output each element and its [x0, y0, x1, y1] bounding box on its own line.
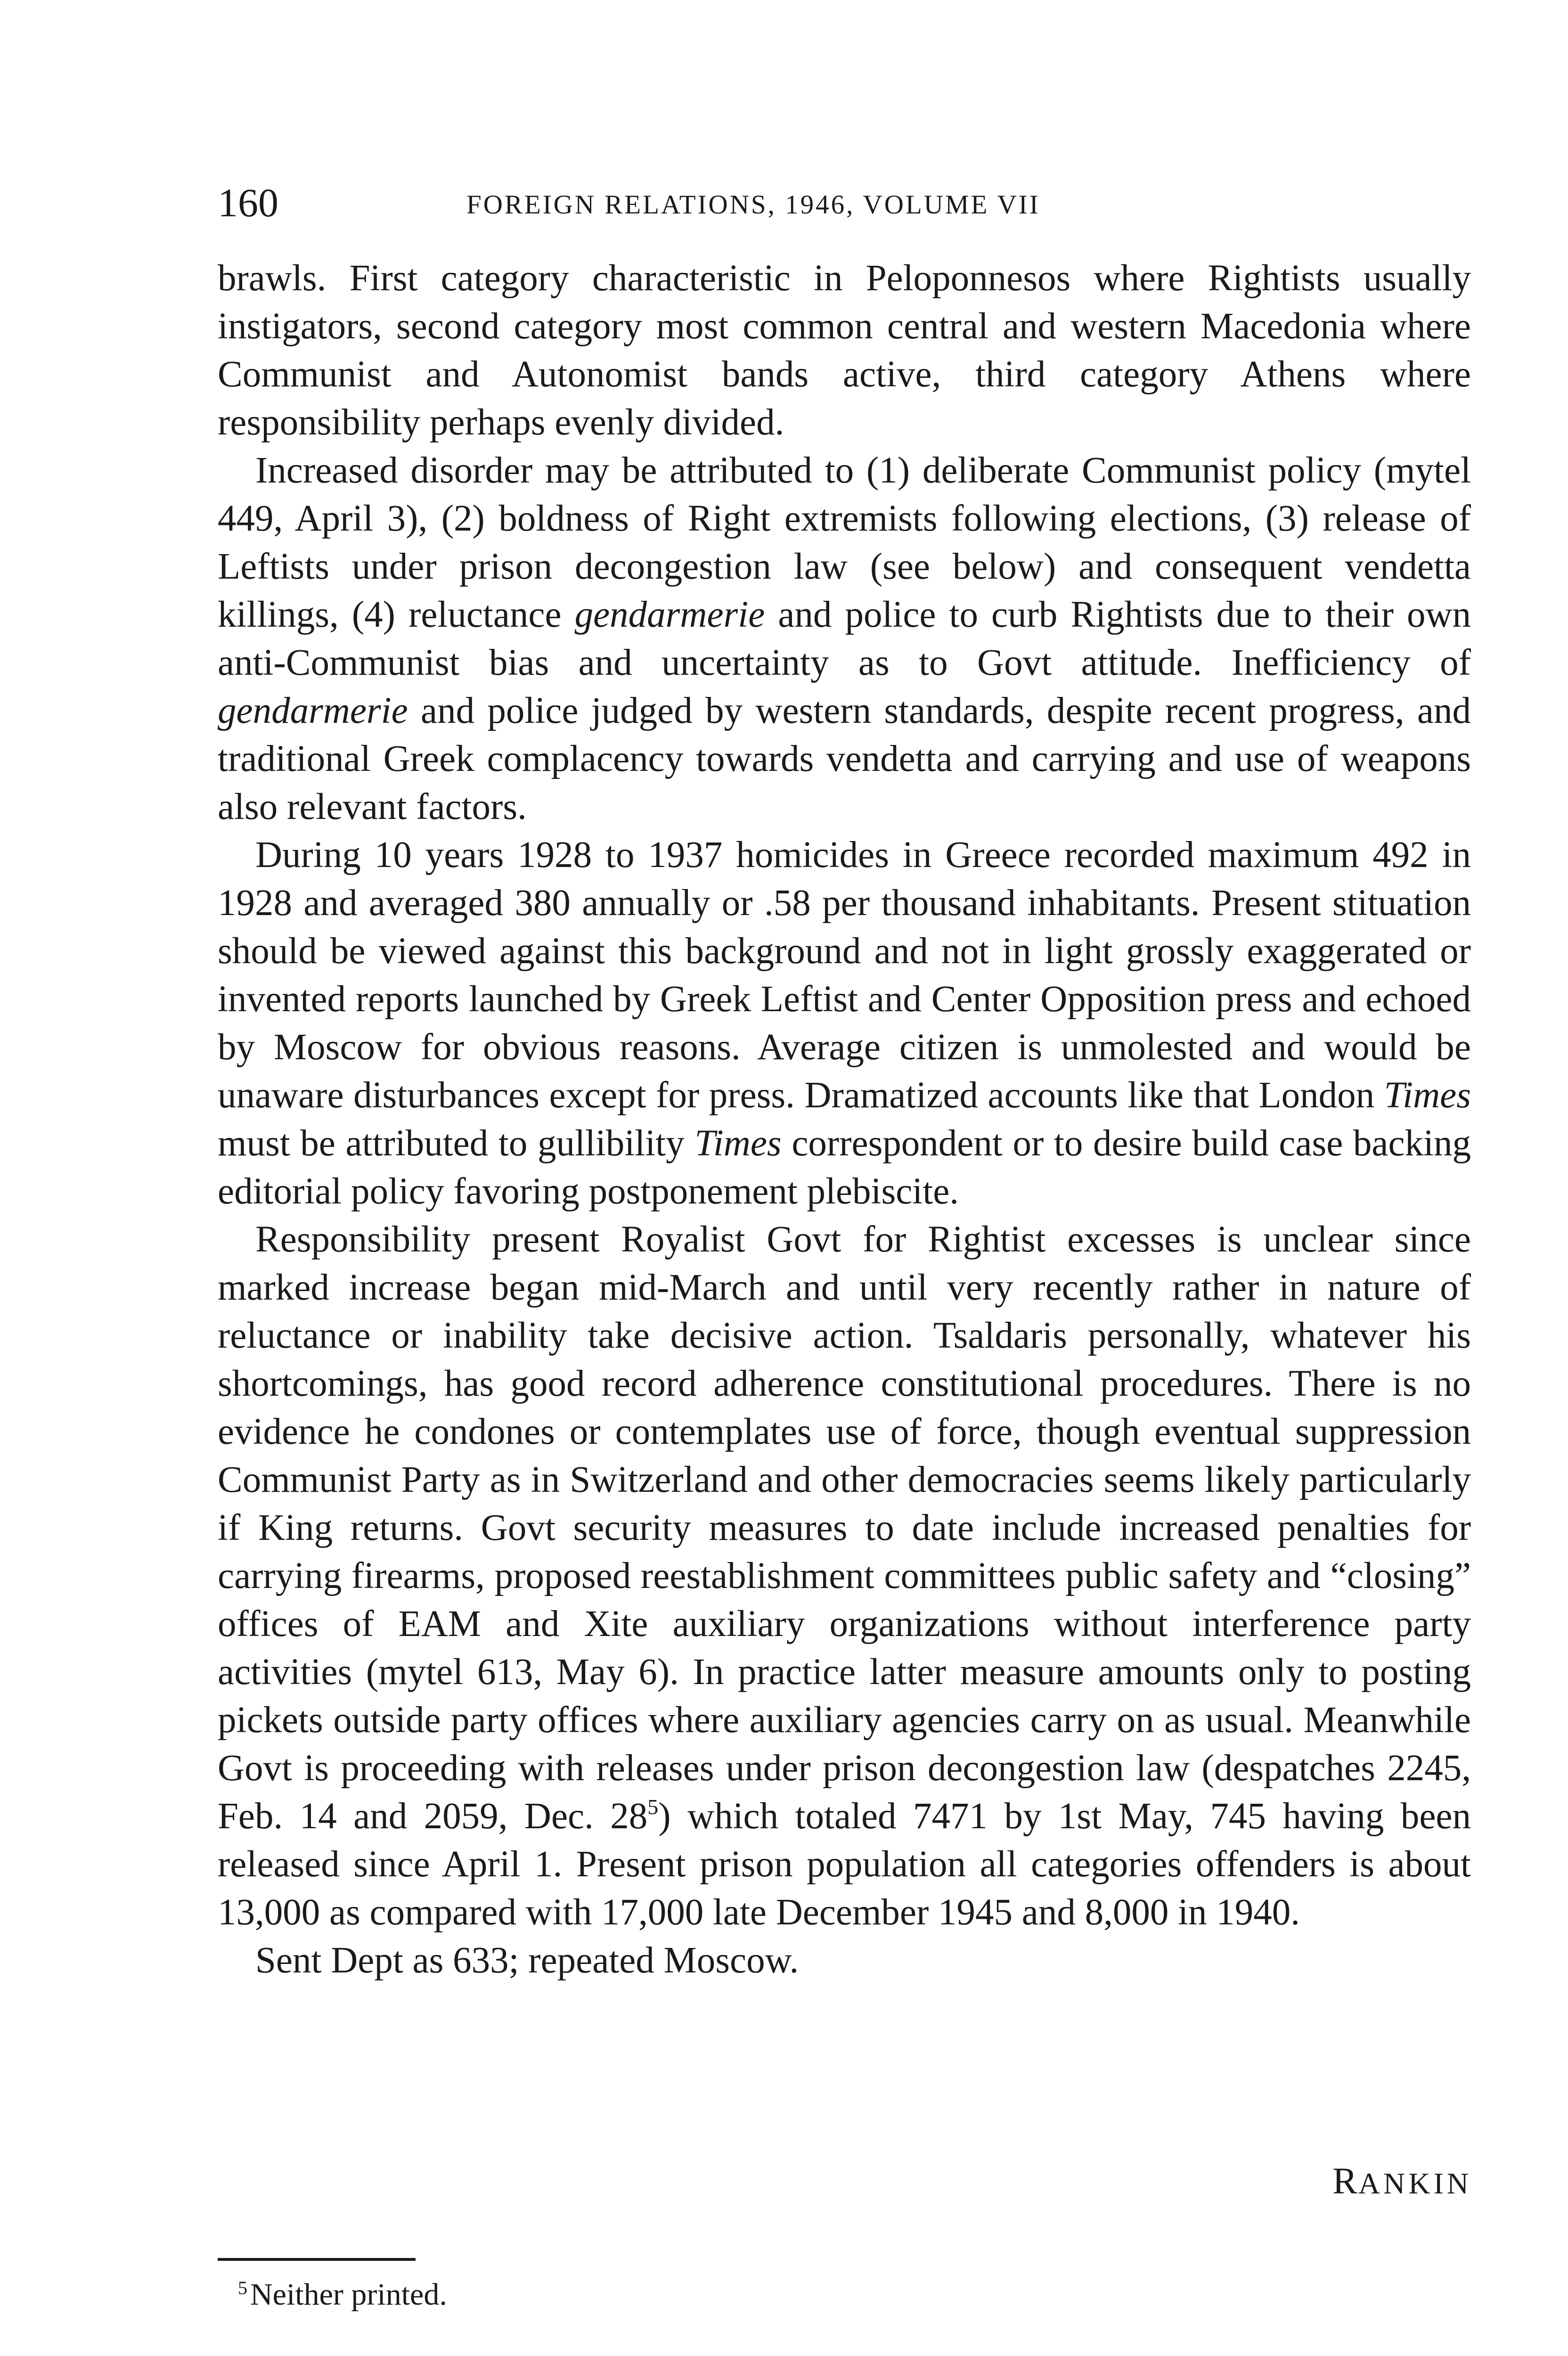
footnote [238, 2274, 447, 2316]
p2-text-a: Increased disorder may be attributed to (1) deliberate Communist policy (mytel 449, April 3), (2) boldness of Right extremists following elections, (3) release of Leftists under prison decongestion law (see below) and consequent vendetta killings, (4) reluctance [218, 450, 1471, 635]
paragraph-4 [218, 1216, 1471, 1937]
p2-italic-term-2: gendarmerie [218, 690, 408, 731]
signature-rest: ANKIN [1358, 2167, 1472, 2200]
signature-initial: R [1332, 2161, 1358, 2202]
paragraph-3 [218, 831, 1471, 1216]
paragraph-1: brawls. First category characteristic in Peloponnesos where Rightists usually instigators, second category most common central and western Macedonia where Communist and Autonomist bands active, third category Athens where responsibility perhaps evenly divided. [218, 258, 1471, 443]
p2-text-e: and police judged by western standards, despite recent progress, and traditional Greek complacency towards vendetta and carrying and use of weapons also relevant factors. [218, 690, 1471, 827]
p3-text-c: must be attributed to gullibility [218, 1123, 695, 1164]
footnote-text: Neither printed. [250, 2277, 447, 2312]
footnote-mark: 5 [238, 2277, 247, 2299]
paragraph-5: Sent Dept as 633; repeated Moscow. [255, 1940, 799, 1981]
p2-italic-term-1: gendarmerie [574, 594, 765, 635]
footnote-reference: 5 [647, 1795, 659, 1819]
p3-italic-times-1: Times [1384, 1075, 1471, 1116]
page-number: 160 [218, 180, 278, 225]
signature [1332, 2158, 1472, 2207]
p2-text-c: and police to curb Rightists due to their own anti-Communist bias and uncertainty as to Govt attitude. Inefficiency of [218, 594, 1471, 683]
paragraph-2 [218, 447, 1471, 831]
p4-text-b: ) which totaled 7471 by 1st May, 745 having been released since April 1. Present prison population all categories offenders is about 13,000 as compared with 17,000 late December 1945 and 8,000 in 1940. [218, 1796, 1471, 1933]
footnote-divider [218, 2258, 416, 2261]
p4-text-a: Responsibility present Royalist Govt for Rightist excesses is unclear since marked increase began mid-March and until very recently rather in nature of reluctance or inability take decisive action. Tsaldaris personally, whatever his shortcomings, has good record adherence constitutional procedures. There is no evidence he condones or contemplates use of force, though eventual suppression Communist Party as in Switzerland and other democracies seems likely particularly if King returns. Govt security measures to date include increased penalties for carrying firearms, proposed reestablishment committees public safety and “closing” offices of EAM and Xite auxiliary organizations without interference party activities (mytel 613, May 6). In practice latter measure amounts only to posting pickets outside party offices where auxiliary agencies carry on as usual. Meanwhile Govt is proceeding with releases under prison decongestion law (despatches 2245, Feb. 14 and 2059, Dec. 28 [218, 1219, 1471, 1837]
page-header [218, 179, 1471, 226]
running-title: FOREIGN RELATIONS, 1946, VOLUME VII [466, 190, 1040, 220]
p3-text-e: correspondent or to desire build case backing editorial policy favoring postponement plebiscite. [218, 1123, 1471, 1212]
body-text [218, 254, 1471, 1985]
p3-text-a: During 10 years 1928 to 1937 homicides in Greece recorded maximum 492 in 1928 and averaged 380 annually or .58 per thousand inhabitants. Present stituation should be viewed against this background and not in light grossly exaggerated or invented reports launched by Greek Leftist and Center Opposition press and echoed by Moscow for obvious reasons. Average citizen is unmolested and would be unaware disturbances except for press. Dramatized accounts like that London [218, 834, 1471, 1116]
p3-italic-times-2: Times [694, 1123, 782, 1164]
